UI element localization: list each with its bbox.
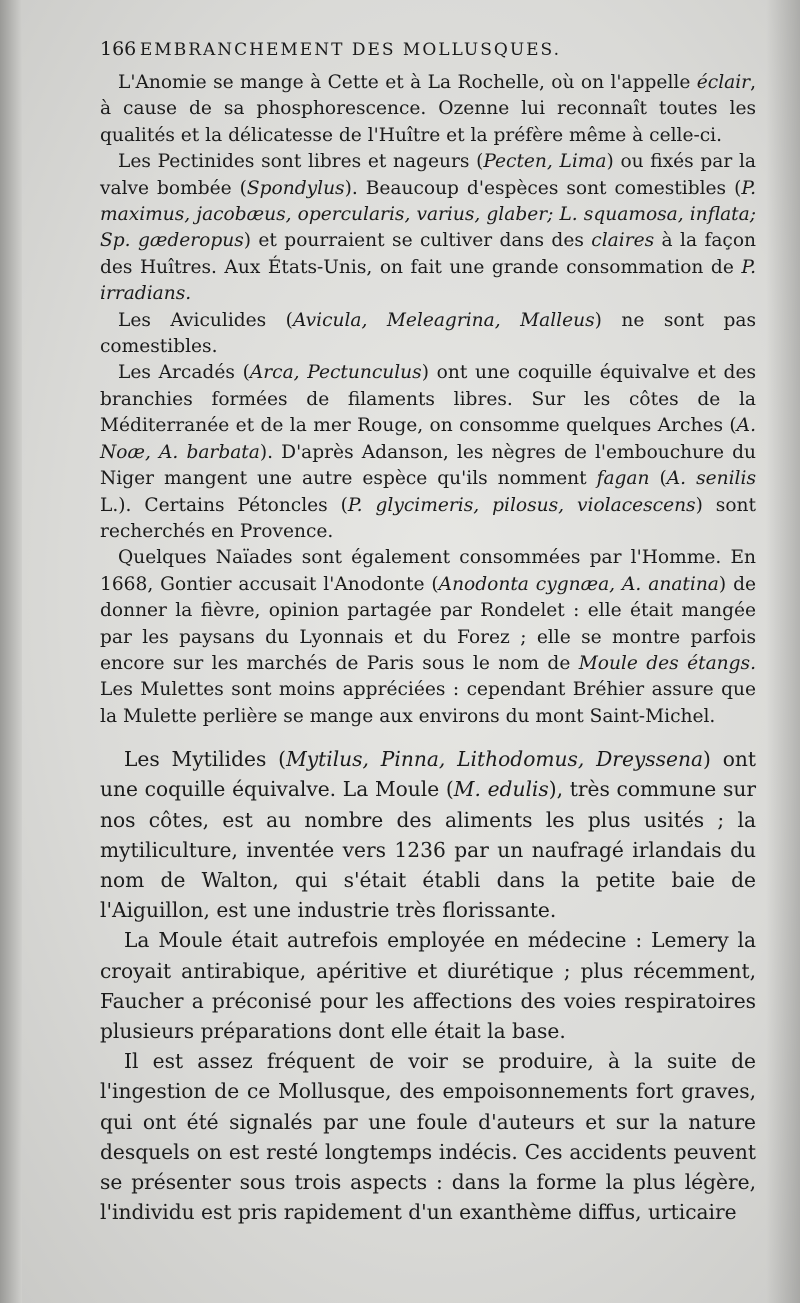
text-run: ) et pourraient se cultiver dans des (243, 230, 592, 252)
paragraph (100, 360, 756, 545)
text-run: ) ont une coquille équivalve et des branchies formées de filaments libres. Sur les côtes de la Méditerranée et de la mer Rouge, on consomme quelques Arches ( (100, 362, 756, 437)
paragraph (100, 925, 756, 1046)
text-run: ) de donner la fièvre, opinion partagée par Rondelet : elle était mangée par les paysans du Lyonnais et du Forez ; elle se montre parfois encore sur les marchés de Paris sous le nom de (100, 573, 756, 674)
text-run: ) sont recherchés en Provence. (100, 494, 756, 542)
italic-run: P. irradians. (100, 256, 756, 305)
italic-run: P. glycimeris, pilosus, violacescens (347, 494, 696, 516)
paragraph (100, 1046, 756, 1227)
italic-run: M. edulis (453, 777, 549, 802)
italic-run: P. maximus, jacobæus, opercularis, varius, glaber; L. squamosa, inflata; Sp. gæderopus (100, 177, 756, 252)
italic-run: Pecten, Lima (483, 151, 607, 173)
italic-run: Spondylus (246, 177, 345, 199)
text-run: ) ne sont pas comestibles. (100, 309, 756, 358)
body-text-small (100, 70, 756, 730)
paragraph (100, 545, 756, 730)
text-run: Les Pectinides sont libres et nageurs ( (118, 151, 484, 173)
text-run: ). D'après Adanson, les nègres de l'embouchure du Niger mangent une autre espèce qu'ils nomment (100, 441, 756, 490)
italic-run: fagan (596, 468, 650, 490)
body-text-large (100, 744, 756, 1227)
italic-run: A. Noæ, A. barbata (100, 415, 756, 463)
italic-run: Mytilus, Pinna, Lithodomus, Dreyssena (286, 747, 704, 772)
page-number: 166 (100, 38, 137, 60)
italic-run: Moule des étangs. (578, 652, 756, 674)
text-run: Les Arcadés ( (118, 362, 250, 384)
text-run: La Moule était autrefois employée en médecine : Lemery la croyait antirabique, apéritive et diurétique ; plus récemment, Faucher a préconisé pour les affections des voies respiratoires plusieurs préparations dont elle était la base. (100, 928, 756, 1043)
text-run: ), très commune sur nos côtes, est au nombre des aliments les plus usités ; la mytiliculture, inventée vers 1236 par un naufragé irlandais du nom de Walton, qui s'était établi dans la petite baie de l'Aiguillon, est une industrie très florissante. (100, 777, 756, 923)
text-run: , à cause de sa phosphorescence. Ozenne lui reconnaît toutes les qualités et la délicatesse de l'Huître et la préfère même à celle-ci. (100, 72, 756, 146)
running-head (100, 38, 756, 60)
paragraph (100, 149, 756, 307)
text-run: Les Mulettes sont moins appréciées : cependant Bréhier assure que la Mulette perlière se mange aux environs du mont Saint-Michel. (100, 679, 756, 727)
italic-run: claires (591, 230, 655, 252)
italic-run: Avicula, Meleagrina, Malleus (292, 309, 595, 331)
text-run: ) ou fixés par la valve bombée ( (100, 151, 756, 199)
text-run: ) ont une coquille équivalve. La Moule ( (100, 747, 757, 802)
running-title: EMBRANCHEMENT DES MOLLUSQUES. (139, 40, 561, 60)
italic-run: Arca, Pectunculus (249, 362, 422, 384)
text-run: L'Anomie se mange à Cette et à La Rochelle, où on l'appelle (118, 72, 697, 93)
italic-run: A. senilis (666, 468, 756, 490)
paragraph (100, 744, 756, 925)
italic-run: éclair (696, 72, 751, 93)
text-run: Il est assez fréquent de voir se produire, à la suite de l'ingestion de ce Mollusque, des empoisonnements fort graves, qui ont été signalés par une foule d'auteurs et sur la nature desquels on est resté longtemps indécis. Ces accidents peuvent se présenter sous trois aspects : dans la forme la plus légère, l'individu est pris rapidement d'un exanthème diffus, urticaire (100, 1049, 756, 1225)
paragraph (100, 70, 756, 149)
paragraph (100, 308, 756, 361)
text-run: Les Aviculides ( (118, 309, 293, 331)
binding-gutter (0, 0, 22, 1303)
text-run: à la façon des Huîtres. Aux États-Unis, on fait une grande consommation de (100, 230, 757, 278)
text-run: L.). Certains Pétoncles ( (100, 494, 348, 516)
text-run: Quelques Naïades sont également consommées par l'Homme. En 1668, Gontier accusait l'Anodonte ( (100, 547, 756, 595)
text-run: Les Mytilides ( (124, 747, 287, 772)
text-run: ( (649, 468, 667, 490)
italic-run: Anodonta cygnæa, A. anatina (438, 573, 719, 595)
page-edge-shadow (766, 0, 800, 1303)
text-run: ). Beaucoup d'espèces sont comestibles ( (344, 177, 742, 199)
